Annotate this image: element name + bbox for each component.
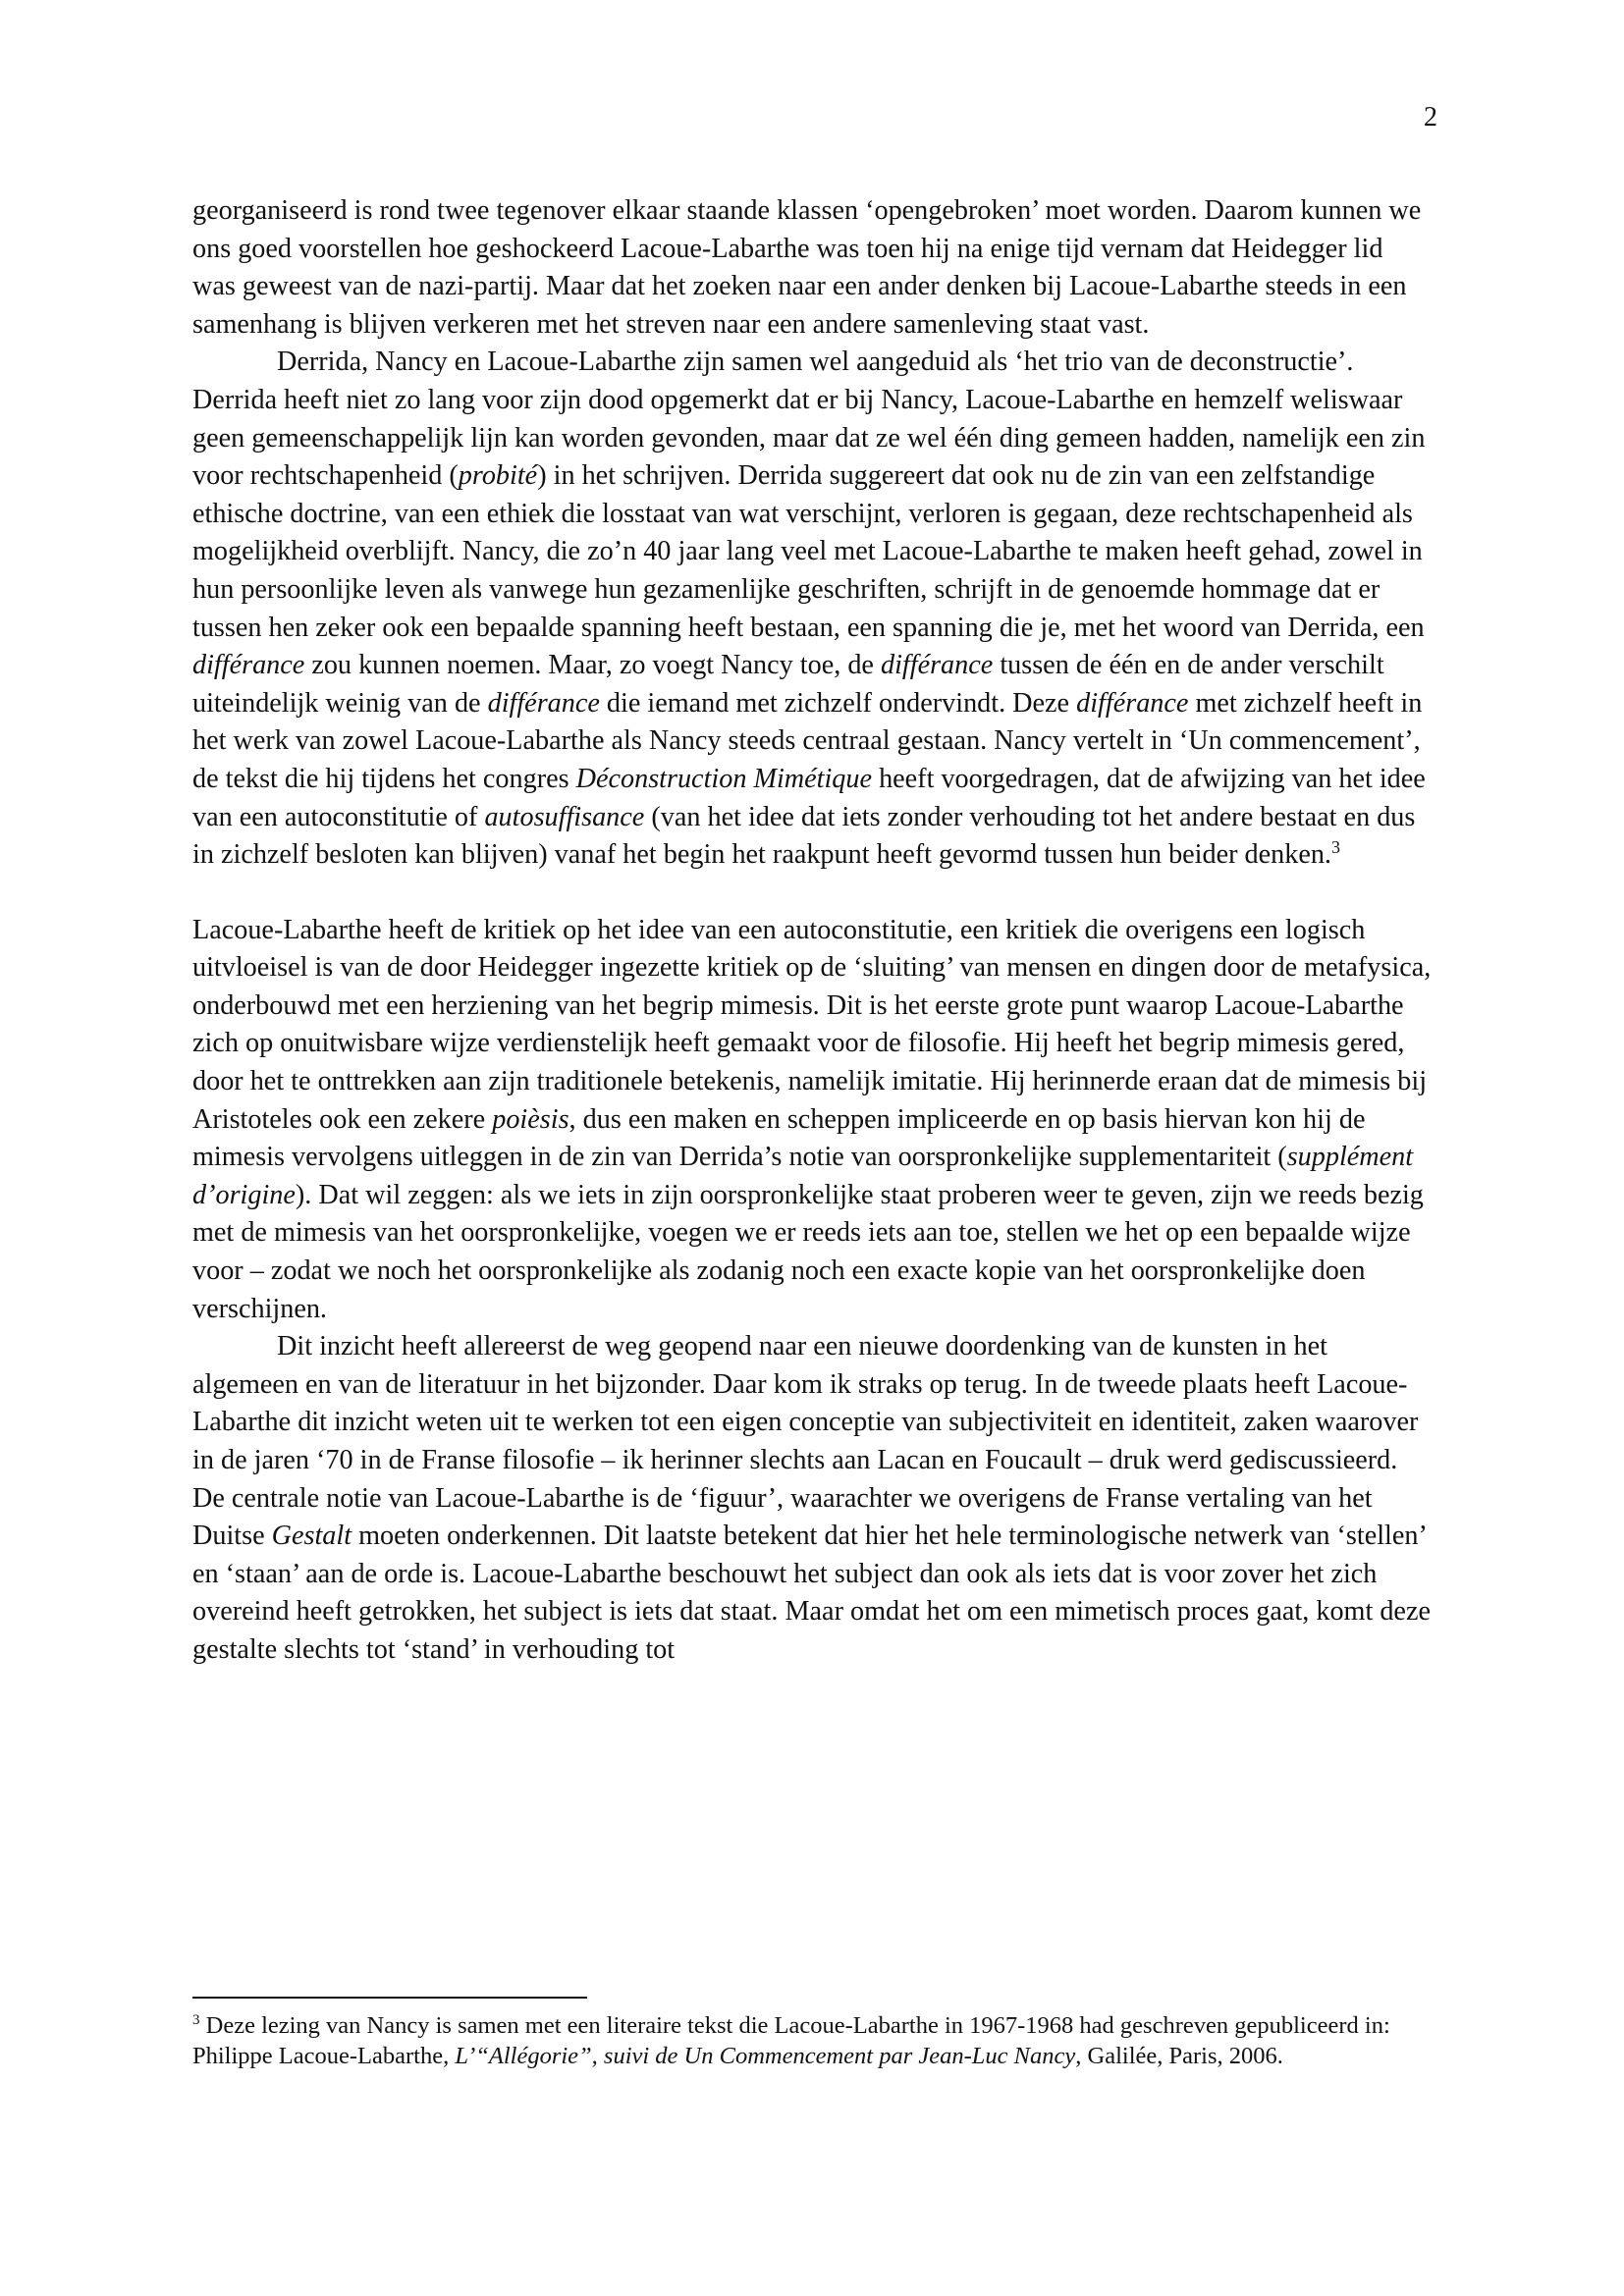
text-run: Dit inzicht heeft allereerst de weg geopend naar een nieuwe doordenking van de kunsten in het algemeen en van de literatuur in het bijzonder. Daar kom ik straks op terug. In de tweede plaats heeft Lacoue-Labarthe dit inzicht weten uit te werken tot een eigen conceptie van subjectiviteit en identiteit, zaken waarover in de jaren ‘70 in de Franse filosofie – ik herinner slechts aan Lacan en Foucault – druk werd gediscussieerd. De centrale notie van Lacoue-Labarthe is de ‘figuur’, waarachter we overigens de Franse vertaling van het Duitse	[192, 1331, 1419, 1552]
italic-text: probité	[458, 460, 538, 492]
italic-text: poièsis	[492, 1103, 569, 1135]
text-run: Lacoue-Labarthe heeft de kritiek op het idee van een autoconstitutie, een kritiek die overigens een logisch uitvloeisel is van de door Heidegger ingezette kritiek op de ‘sluiting’ van mensen en dingen door de metafysica, onderbouwd met een herziening van het begrip mimesis. Dit is het eerste grote punt waarop Lacoue-Labarthe zich op onuitwisbare wijze verdienstelijk heeft gemaakt voor de filosofie. Hij heeft het begrip mimesis gered, door het te onttrekken aan zijn traditionele betekenis, namelijk imitatie. Hij herinnerde eraan dat de mimesis bij Aristoteles ook een zekere	[192, 914, 1432, 1135]
text-run: (van het idee dat iets zonder verhouding tot het andere bestaat en dus in zichzelf besloten kan blijven) vanaf het begin het raakpunt heeft gevormd tussen hun beider denken.	[192, 801, 1416, 871]
italic-text: différance	[192, 650, 305, 681]
text-run: moeten onderkennen. Dit laatste betekent dat hier het hele terminologische netwerk van ‘stellen’ en ‘staan’ aan de orde is. Lacoue-Labarthe beschouwt het subject dan ook als iets dat is voor zover het zich overeind heeft getrokken, het subject is iets dat staat. Maar omdat het om een mimetisch proces gaat, komt deze gestalte slechts tot ‘stand’ in verhouding tot	[192, 1521, 1431, 1665]
text-run: zou kunnen noemen. Maar, zo voegt Nancy toe, de	[304, 650, 881, 681]
footnote-separator	[192, 1997, 587, 1999]
italic-text: Gestalt	[271, 1521, 352, 1552]
paragraph	[192, 912, 1432, 1329]
text-run: Deze lezing van Nancy is samen met een literaire tekst die Lacoue-Labarthe in 1967-1968 had geschreven gepubliceerd in: Philippe Lacoue-Labarthe,	[192, 2012, 1390, 2069]
text-run: met zichzelf heeft in het werk van zowel Lacoue-Labarthe als Nancy steeds centraal gestaan. Nancy vertelt in ‘Un commencement’, de tekst die hij tijdens het congres	[192, 687, 1423, 794]
body-text	[192, 192, 1432, 1670]
text-run: , Galilée, Paris, 2006.	[1075, 2042, 1283, 2069]
footnote-marker: 3	[192, 2012, 200, 2028]
page-number: 2	[1424, 102, 1437, 133]
text-run: ) in het schrijven. Derrida suggereert dat ook nu de zin van een zelfstandige ethische doctrine, van een ethiek die losstaat van wat verschijnt, verloren is gegaan, deze rechtschapenheid als mogelijkheid overblijft. Nancy, die zo’n 40 jaar lang veel met Lacoue-Labarthe te maken heeft gehad, zowel in hun persoonlijke leven als vanwege hun gezamenlijke geschriften, schrijft in de genoemde hommage dat er tussen hen zeker ook een bepaalde spanning heeft bestaan, een spanning die je, met het woord van Derrida, een	[192, 460, 1425, 643]
italic-text: autosuffisance	[484, 801, 645, 832]
footnote	[192, 2011, 1432, 2071]
text-run: georganiseerd is rond twee tegenover elkaar staande klassen ‘opengebroken’ moet worden. Daarom kunnen we ons goed voorstellen hoe geshockeerd Lacoue-Labarthe was toen hij na enige tijd vernam dat Heidegger lid was geweest van de nazi-partij. Maar dat het zoeken naar een ander denken bij Lacoue-Labarthe steeds in een samenhang is blijven verkeren met het streven naar een andere samenleving staat vast.	[192, 195, 1422, 340]
italic-text: Déconstruction Mimétique	[575, 763, 873, 794]
text-run: , dus een maken en scheppen impliceerde en op basis hiervan kon hij de mimesis vervolgens uitleggen in de zin van Derrida’s notie van oorspronkelijke supplementariteit (	[192, 1103, 1366, 1173]
text-run: tussen de één en de ander verschilt uiteindelijk weinig van de	[192, 650, 1384, 719]
text-run: die iemand met zichzelf ondervindt. Deze	[599, 687, 1077, 719]
text-run: Derrida, Nancy en Lacoue-Labarthe zijn samen wel aangeduid als ‘het trio van de deconstructie’. Derrida heeft niet zo lang voor zijn dood opgemerkt dat er bij Nancy, Lacoue-Labarthe en hemzelf weliswaar geen gemeenschappelijk lijn kan worden gevonden, maar dat ze wel één ding gemeen hadden, namelijk een zin voor rechtschapenheid (	[192, 347, 1426, 492]
italic-text: supplément d’origine	[192, 1142, 1414, 1210]
italic-text: L’“Allégorie”, suivi de Un Commencement par Jean-Luc Nancy	[455, 2042, 1076, 2069]
paragraph	[192, 1328, 1432, 1669]
paragraph	[192, 344, 1432, 874]
text-run: ). Dat wil zeggen: als we iets in zijn oorspronkelijke staat proberen weer te geven, zijn we reeds bezig met de mimesis van het oorspronkelijke, voegen we er reeds iets aan toe, stellen we het op een bepaalde wijze voor – zodat we noch het oorspronkelijke als zodanig noch een exacte kopie van het oorspronkelijke doen verschijnen.	[192, 1179, 1424, 1324]
italic-text: différance	[880, 650, 994, 681]
italic-text: différance	[1076, 687, 1189, 719]
footnote-reference: 3	[1330, 837, 1340, 858]
paragraph	[192, 192, 1432, 344]
italic-text: différance	[487, 687, 600, 719]
text-run: heeft voorgedragen, dat de afwijzing van het idee van een autoconstitutie of	[192, 763, 1426, 832]
